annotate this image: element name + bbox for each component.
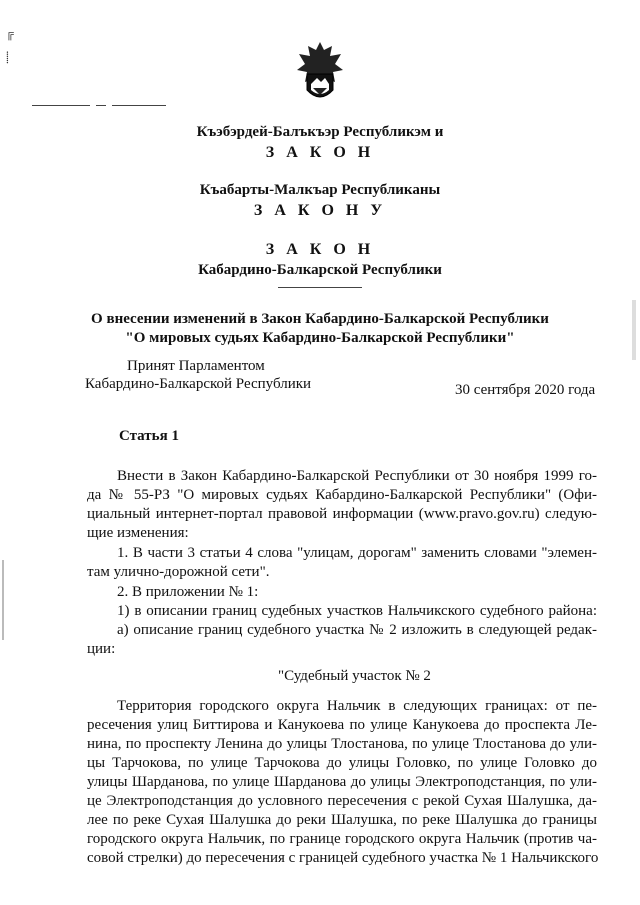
body-line: там улично-дорожной сети".: [87, 564, 270, 580]
body-line: 2. В приложении № 1:: [117, 584, 259, 600]
header-zakonu-balkar: З А К О Н У: [253, 202, 387, 219]
body-line: совой стрелки) до пересечения с границей судебного участка № 1 Нальчикского: [87, 850, 599, 866]
article-heading: Статья 1: [119, 428, 179, 444]
scan-line-left: [32, 105, 90, 106]
body-line: ции:: [87, 641, 116, 657]
header-kbr-kabardian: Къэбэрдей-Балъкъэр Республикэм и: [196, 124, 444, 140]
header-kbr-russian: Кабардино-Балкарской Республики: [198, 262, 442, 278]
body-line: Территория городского округа Нальчик в следующих границах: от пе-: [117, 698, 597, 714]
body-line: лее по реке Сухая Шалушка до реки Шалушка, по реке Шалушка до границы: [87, 812, 597, 828]
body-line: щие изменения:: [87, 525, 189, 541]
body-line: 1. В части 3 статьи 4 слова "улицам, дорогам" заменить словами "элемен-: [117, 545, 597, 561]
body-line: а) описание границ судебного участка № 2 изложить в следующей редак-: [117, 622, 597, 638]
body-line: циальный интернет-портал правовой информации (www.pravo.gov.ru) следую-: [87, 506, 597, 522]
body-line: 1) в описании границ судебных участков Нальчикского судебного района:: [117, 603, 597, 619]
adoption-line-1: Принят Парламентом: [127, 358, 265, 374]
body-line: це Электроподстанция до условного пересечения с рекой Сухая Шалушка, да-: [87, 793, 597, 809]
adoption-date: 30 сентября 2020 года: [455, 382, 596, 398]
scan-edge-mark-left: [2, 560, 4, 640]
body-line: да № 55-РЗ "О мировых судьях Кабардино-Балкарской Республики" (Офи-: [87, 487, 597, 503]
header-zakon-russian: З А К О Н: [265, 241, 375, 258]
body-line: городского округа Нальчик, по границе городского округа Нальчик (против ча-: [87, 831, 597, 847]
law-title-line-2: "О мировых судьях Кабардино-Балкарской Республики": [125, 330, 515, 346]
adoption-line-2: Кабардино-Балкарской Республики: [85, 376, 312, 392]
coat-of-arms-emblem: [295, 40, 345, 111]
header-divider: [278, 287, 362, 288]
header-kbr-balkar: Къабарты-Малкъар Республиканы: [199, 182, 441, 198]
body-line: Внести в Закон Кабардино-Балкарской Республики от 30 ноября 1999 го-: [117, 468, 597, 484]
header-zakon-kabardian: З А К О Н: [265, 144, 375, 161]
law-title-line-1: О внесении изменений в Закон Кабардино-Балкарской Республики: [91, 311, 549, 327]
scan-line-right: [112, 105, 166, 106]
body-line: улицы Шарданова, по улице Шарданова до улицы Электроподстанция, по ули-: [87, 774, 597, 790]
quote-title: "Судебный участок № 2: [278, 668, 431, 684]
scan-margin-marks: ╔ ⸽: [6, 28, 14, 64]
body-line: цы Тарчокова, по улице Тарчокова до улицы Головко, по улице Головко до: [87, 755, 597, 771]
scan-line-mid: [96, 105, 106, 106]
body-line: нина, по проспекту Ленина до улицы Тлостанова, по улице Тлостанова до ули-: [87, 736, 597, 752]
body-line: ресечения улиц Биттирова и Канукоева по улице Канукоева до проспекта Ле-: [87, 717, 597, 733]
